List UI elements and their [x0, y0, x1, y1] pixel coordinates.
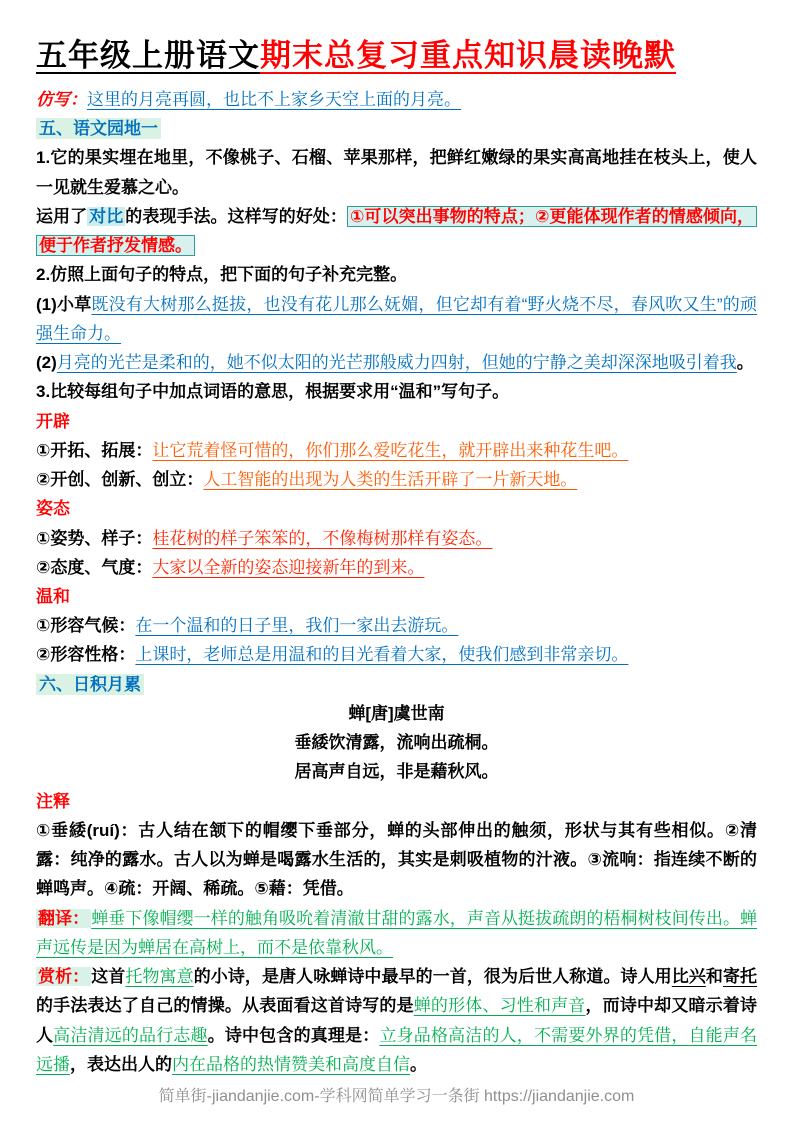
fangxie-line	[36, 85, 757, 114]
footer-watermark: 简单街-jiandanjie.com-学科网简单学习一条街 https://jiandanjie.com	[158, 1088, 635, 1105]
poem-line-1	[36, 728, 757, 757]
zitai-2	[36, 553, 757, 582]
text-run: 1.它的果实埋在地里，不像桃子、石榴、苹果那样，把鲜红嫩绿的果实高高地挂在枝头上，使人一见就生爱慕之心。	[36, 148, 757, 197]
page-title-black: 五年级上册语文	[36, 38, 260, 73]
text-run: 的小诗，是唐人咏蝉诗中最早的一首，很为后世人称道。诗人用	[193, 967, 672, 987]
text-run: 月亮的光芒是柔和的，她不似太阳的光芒那般威力四射，但她的宁静之美却深深地吸引着我	[56, 353, 737, 373]
zhushi-label	[36, 787, 757, 816]
text-run: 3.比较每组句子中加点词语的意思，根据要求用“温和”写句子。	[36, 382, 510, 402]
poem-title	[36, 699, 757, 728]
text-run: 在一个温和的日子里，我们一家出去游玩。	[135, 616, 459, 636]
text-run: ①形容气候：	[36, 616, 136, 636]
text-run: 比兴	[671, 967, 706, 987]
wenhe-1	[36, 611, 757, 640]
text-run: 的表现手法。这样写的好处：	[125, 206, 347, 226]
zhushi-body	[36, 816, 757, 904]
text-run: 注释	[36, 791, 70, 811]
text-run: ②态度、气度：	[36, 557, 153, 577]
answer-1	[36, 202, 757, 260]
page-title	[36, 30, 757, 75]
text-run: 五、语文园地一	[36, 118, 161, 139]
text-run: 仿写：	[36, 90, 87, 109]
text-run: 温和	[36, 586, 70, 606]
text-run: 开辟	[36, 411, 70, 431]
text-run: 赏析：	[38, 967, 90, 987]
text-run: 寄托	[722, 967, 758, 987]
fanyi-line	[36, 904, 757, 962]
answer-2-2	[36, 348, 757, 377]
text-run: 内在品格的热情赞美和高度自信	[172, 1054, 410, 1074]
zitai-1	[36, 524, 757, 553]
text-run: 高洁清远的品行志趣	[53, 1025, 208, 1045]
text-run: ，表达出人的	[70, 1054, 172, 1074]
text-run: 。诗中包含的真理是：	[207, 1025, 380, 1045]
text-run: ①可以突出事物的特点；②更能体现作者的情感倾向，便于作者抒发情感。	[36, 206, 757, 256]
word-wenhe	[36, 582, 757, 611]
text-run: 垂緌饮清露，流响出疏桐。	[294, 733, 499, 753]
text-run: 人工智能的出现为人类的生活开辟了一片新天地。	[203, 470, 578, 490]
text-run: 。	[736, 353, 754, 373]
text-run: ①垂緌(ruí)：古人结在颔下的帽缨下垂部分，蝉的头部伸出的触须，形状与其有些相似。②清露：纯净的露水。古人以为蝉是喝露水生活的，其实是刺吸植物的汁液。③流响：指连续不断的蝉鸣声。④疏：开阔、稀疏。⑤藉：凭借。	[36, 820, 757, 899]
answer-2-1	[36, 290, 757, 348]
poem-line-2	[36, 757, 757, 786]
text-run: 上课时，老师总是用温和的目光看着大家，使我们感到非常亲切。	[135, 645, 629, 665]
text-run: 蝉的形体、习性和声音	[413, 996, 586, 1016]
wenhe-2	[36, 640, 757, 669]
text-run: 这里的月亮再圆，也比不上家乡天空上面的月亮。	[87, 90, 461, 109]
text-run: 和	[705, 967, 723, 987]
text-run: 六、日积月累	[36, 674, 144, 695]
word-kaipi	[36, 407, 757, 436]
text-run: 蝉[唐]虞世南	[348, 703, 445, 723]
section-heading-6	[36, 670, 757, 699]
text-run: ②开创、创新、创立：	[36, 470, 204, 490]
question-3	[36, 377, 757, 406]
text-run: ①姿势、样子：	[36, 528, 153, 548]
kaipi-1	[36, 436, 757, 465]
text-run: ①开拓、拓展：	[36, 440, 153, 460]
text-run: 既没有大树那么挺拔，也没有花儿那么妩媚，但它却有着“野火烧不尽，春风吹又生”的顽强生命力。	[36, 294, 757, 343]
text-run: 翻译：	[38, 908, 90, 928]
text-run: 的手法表达了自己的情操。从表面看这首诗写的是	[36, 996, 414, 1016]
section-heading-5	[36, 114, 757, 143]
document-body	[36, 85, 757, 1079]
text-run: 托物寓意	[125, 967, 194, 987]
text-run: 立身品格高洁的人，不需要外界的凭借，自能声名远播	[36, 1025, 758, 1074]
question-2	[36, 260, 757, 289]
text-run: 姿态	[36, 499, 70, 519]
kaipi-2	[36, 465, 757, 494]
text-run: 这首	[91, 967, 126, 987]
text-run: 居高声自远，非是藉秋风。	[294, 762, 499, 782]
text-run: (2)	[36, 353, 57, 373]
text-run: 让它荒着怪可惜的，你们那么爱吃花生，就开辟出来种花生吧。	[152, 440, 629, 460]
text-run: (1)小草	[36, 294, 92, 314]
text-run: 桂花树的样子笨笨的，不像梅树那样有姿态。	[152, 528, 493, 548]
page-title-red: 期末总复习重点知识晨读晚默	[260, 38, 676, 73]
text-run: ，而诗中却又暗示着诗人	[36, 996, 758, 1045]
text-run: 蝉垂下像帽缨一样的触角吸吮着清澈甘甜的露水，声音从挺拔疏朗的梧桐树枝间传出。蝉声远传是因为蝉居在高树上，而不是依靠秋风。	[36, 908, 758, 957]
text-run: 。	[410, 1054, 427, 1074]
shangxi-line	[36, 962, 757, 1079]
question-1	[36, 143, 757, 201]
text-run: 运用了	[36, 206, 88, 226]
text-run: 2.仿照上面句子的特点，把下面的句子补充完整。	[36, 265, 408, 285]
text-run: ②形容性格：	[36, 645, 136, 665]
word-zitai	[36, 494, 757, 523]
text-run: 大家以全新的姿态迎接新年的到来。	[152, 557, 425, 577]
text-run: 对比	[89, 206, 124, 226]
